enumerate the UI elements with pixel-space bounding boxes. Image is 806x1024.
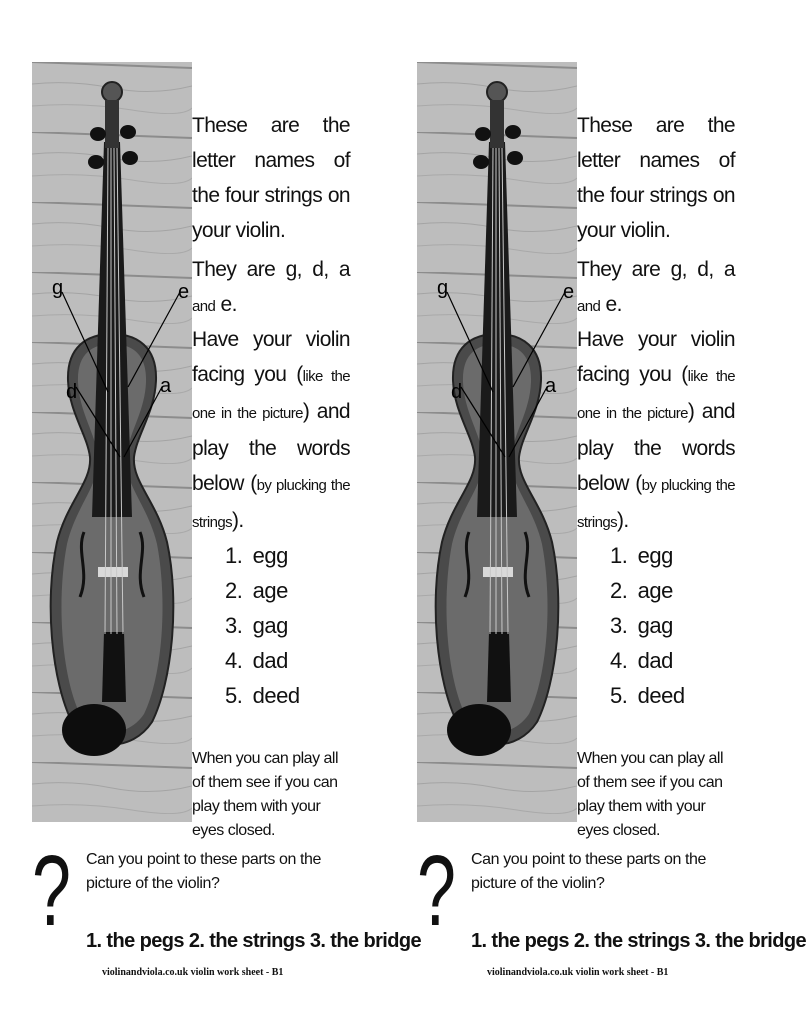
word-text: egg — [252, 543, 288, 568]
question-mark-icon: ? — [417, 835, 456, 947]
word-number: 4. — [610, 648, 628, 673]
word-text: dad — [252, 648, 288, 673]
instructions-text: Have your violin facing you (like the one in the picture) and play the words below (by plucking the strings). — [192, 328, 351, 532]
string-label-g: g — [437, 277, 449, 299]
string-label-d: d — [451, 381, 463, 403]
intro-text: These are the letter names of the four strings on your violin. — [192, 114, 350, 242]
instructions-text: Have your violin facing you (like the one in the picture) and play the words below (by plucking the strings). — [577, 328, 736, 532]
word-list — [225, 538, 300, 713]
string-label-e: e — [563, 281, 575, 303]
word-number: 4. — [225, 648, 243, 673]
violin-illustration — [417, 62, 577, 822]
word-number: 2. — [610, 578, 628, 603]
string-label-a: a — [160, 375, 172, 397]
closing-text: When you can play all of them see if you can play them with your eyes closed. — [192, 750, 339, 839]
intro-text: These are the letter names of the four strings on your violin. — [577, 114, 735, 242]
word-list — [610, 538, 685, 713]
word-text: deed — [637, 683, 685, 708]
word-list-item — [225, 538, 300, 573]
strings-list-text: They are g, d, a and e. — [577, 258, 735, 316]
word-text: age — [637, 578, 673, 603]
word-list-item — [610, 643, 685, 678]
word-list-item — [610, 678, 685, 713]
word-list-item — [225, 608, 300, 643]
word-list-item — [610, 608, 685, 643]
word-list-item — [225, 678, 300, 713]
string-label-d: d — [66, 381, 78, 403]
word-list-item — [610, 538, 685, 573]
word-number: 5. — [225, 683, 243, 708]
strings-list-text: They are g, d, a and e. — [192, 258, 350, 316]
footer-credit: violinandviola.co.uk violin work sheet - B1 — [102, 967, 284, 978]
string-label-e: e — [178, 281, 190, 303]
worksheet-right — [385, 0, 806, 1024]
question-text: Can you point to these parts on the picture of the violin? — [86, 851, 322, 892]
word-number: 1. — [610, 543, 628, 568]
word-number: 2. — [225, 578, 243, 603]
word-list-item — [610, 573, 685, 608]
violin-parts-list: 1. the pegs 2. the strings 3. the bridge — [86, 930, 421, 952]
word-text: age — [252, 578, 288, 603]
violin-photo — [32, 62, 192, 822]
word-number: 5. — [610, 683, 628, 708]
question-text: Can you point to these parts on the picture of the violin? — [471, 851, 707, 892]
word-text: gag — [252, 613, 288, 638]
violin-parts-list: 1. the pegs 2. the strings 3. the bridge — [471, 930, 806, 952]
closing-text: When you can play all of them see if you can play them with your eyes closed. — [577, 750, 724, 839]
word-number: 3. — [610, 613, 628, 638]
word-number: 1. — [225, 543, 243, 568]
word-list-item — [225, 643, 300, 678]
violin-illustration — [32, 62, 192, 822]
word-list-item — [225, 573, 300, 608]
word-number: 3. — [225, 613, 243, 638]
word-text: gag — [637, 613, 673, 638]
word-text: egg — [637, 543, 673, 568]
string-label-a: a — [545, 375, 557, 397]
question-mark-icon: ? — [32, 835, 71, 947]
violin-photo — [417, 62, 577, 822]
word-text: dad — [637, 648, 673, 673]
word-text: deed — [252, 683, 300, 708]
footer-credit: violinandviola.co.uk violin work sheet - B1 — [487, 967, 669, 978]
string-label-g: g — [52, 277, 64, 299]
